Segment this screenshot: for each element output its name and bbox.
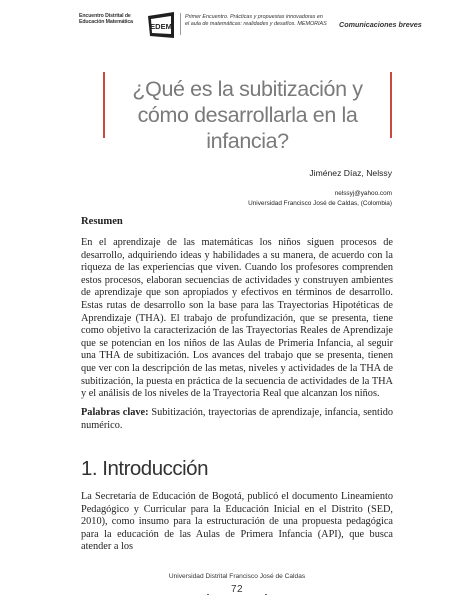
abstract-text: En el aprendizaje de las matemáticas los niños siguen procesos de desarrollo, adquiriendo ideas y habilidades a su manera, de acuerdo con la riqueza de las experiencias que viven. Cuando los profesores comprenden estos procesos, elaboran secuencias de actividades y construyen ambientes de aprendizaje que son apropiados y efectivos en términos de desarrollo. Estas rutas de desarrollo son la base para las Trayectorias Hipotéticas de Aprendizaje (THA). El trabajo de profundización, que se presenta, tiene como objetivo la caracterización de las Trayectorias Reales de Aprendizaje que se potencian en los niños de las Aulas de Primeria Infancia, al seguir una THA de subitización. Los avances del trabajo que se presenta, tienen que ver con la descripción de las metas, niveles y actividades de la THA de subitización, la puesta en práctica de la secuencia de actividades de la THA y el análisis de los niveles de la Trayectoria Real que alcanzan los niños. bbox=[81, 237, 393, 400]
title-rule-left bbox=[103, 72, 105, 138]
event-title-line-1: Primer Encuentro. Prácticas y propuestas innovadoras en bbox=[185, 14, 323, 20]
footer-mark-right bbox=[265, 594, 267, 595]
event-title-line-2: el aula de matemáticas: realidades y desafíos. MEMORIAS bbox=[185, 20, 327, 27]
abstract-heading: Resumen bbox=[81, 216, 123, 227]
author-block bbox=[248, 167, 392, 208]
author-affiliation: Universidad Francisco José de Caldas, (Colombia) bbox=[248, 200, 392, 207]
author-email: nelssyj@yahoo.com bbox=[334, 190, 392, 197]
title-rule-right bbox=[390, 72, 392, 138]
footer-mark-left bbox=[207, 594, 209, 595]
introduction-text: La Secretaría de Educación de Bogotá, publicó el documento Lineamiento Pedagógico y Curricular para la Educación Inicial en el Distrito (SED, 2010), como insumo para la estructuración de una propuesta pedagógica para la educación de las Aulas de Primera Infancia (API), que busca atender a los bbox=[81, 491, 393, 553]
section-label: Comunicaciones breves bbox=[339, 20, 422, 29]
edem-logo-text: EDEM bbox=[150, 22, 172, 31]
edem-logo bbox=[146, 10, 176, 40]
organizer-name bbox=[79, 13, 151, 26]
organizer-name-line-1: Encuentro Distrital de bbox=[79, 13, 131, 19]
page-number: 72 bbox=[230, 584, 244, 595]
keywords-paragraph bbox=[81, 407, 393, 432]
event-title bbox=[185, 14, 330, 28]
header-divider bbox=[180, 13, 181, 35]
page-header bbox=[0, 0, 474, 48]
keywords-label: Palabras clave: bbox=[81, 407, 149, 418]
organizer-name-line-2: Educación Matemática bbox=[79, 19, 133, 26]
article-title: ¿Qué es la subitización y cómo desarrollarla en la infancia? bbox=[132, 77, 363, 153]
author-name: Jiménez Díaz, Nelssy bbox=[309, 168, 392, 178]
footer-institution: Universidad Distrital Francisco José de Caldas bbox=[168, 573, 306, 580]
keywords-text: Subitización, trayectorias de aprendizaje, infancia, sentido numérico. bbox=[81, 407, 393, 431]
section-heading-introduccion: 1. Introducción bbox=[81, 457, 208, 480]
